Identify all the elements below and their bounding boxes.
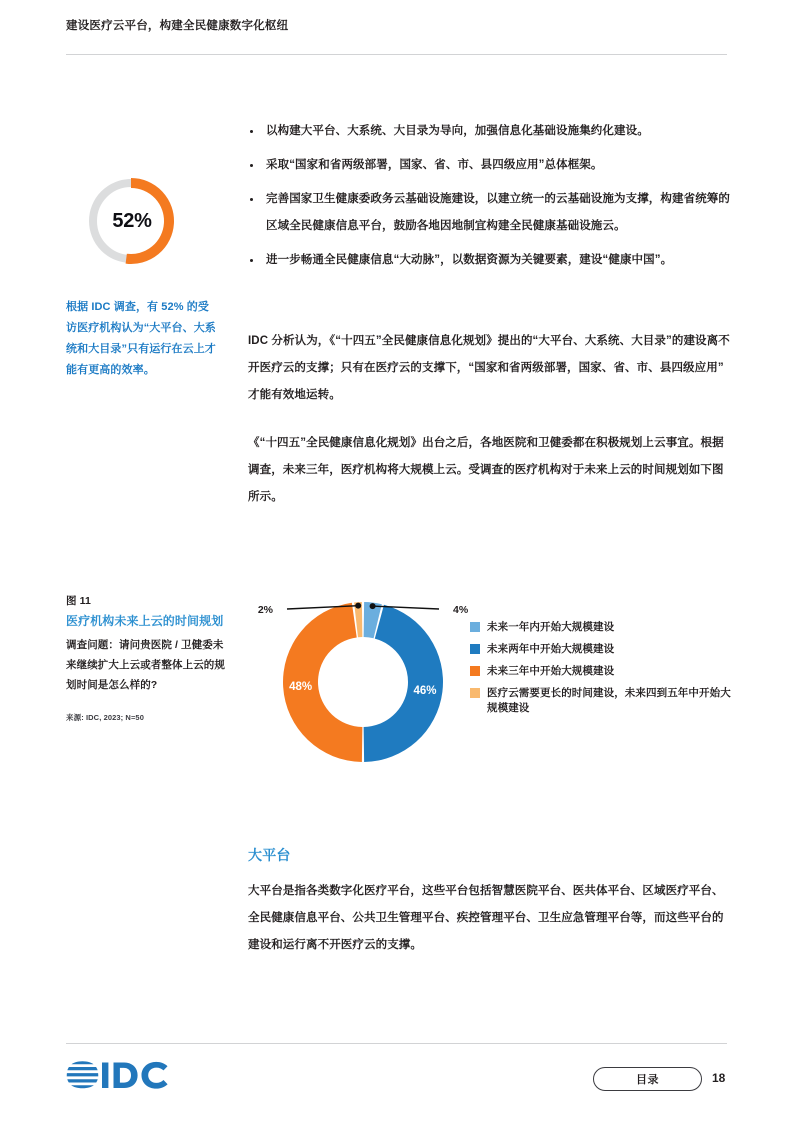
- donut-chart-svg: [248, 590, 478, 775]
- header-title: 建设医疗云平台，构建全民健康数字化枢纽: [66, 20, 289, 32]
- bullet-item: 采取“国家和省两级部署，国家、省、市、县四级应用”总体框架。: [248, 152, 730, 179]
- gauge-side-note: 根据 IDC 调查，有 52% 的受访医疗机构认为“大平台、大系统和大目录”只有运行在云上才能有更高的效率。: [66, 301, 216, 376]
- section-body-text: 大平台是指各类数字化医疗平台，这些平台包括智慧医院平台、医共体平台、区域医疗平台、全民健康信息平台、公共卫生管理平台、疾控管理平台、卫生应急管理平台等，而这些平台的建设和运行离不开医疗云的支撑。: [248, 885, 724, 951]
- legend-swatch-icon: [470, 666, 480, 676]
- legend-label: 未来三年中开始大规模建设: [487, 665, 615, 677]
- figure-caption-block: [66, 592, 226, 724]
- gauge-value-label: 52%: [112, 209, 152, 232]
- legend-item: [470, 664, 738, 679]
- page-header: [66, 18, 728, 34]
- legend-swatch-icon: [470, 688, 480, 698]
- legend-item: [470, 642, 738, 657]
- footer-divider: [66, 1043, 727, 1044]
- donut-leader-lines: [287, 603, 439, 609]
- legend-item: [470, 686, 738, 716]
- bullet-list: [248, 118, 730, 281]
- globe-icon: [67, 1061, 99, 1088]
- bullet-item: 以构建大平台、大系统、大目录为导向，加强信息化基础设施集约化建设。: [248, 118, 730, 145]
- bullet-item: 进一步畅通全民健康信息“大动脉”，以数据资源为关键要素，建设“健康中国”。: [248, 247, 730, 274]
- table-of-contents-button[interactable]: 目录: [593, 1067, 702, 1091]
- legend-swatch-icon: [470, 644, 480, 654]
- legend-item: [470, 620, 738, 635]
- legend-swatch-icon: [470, 622, 480, 632]
- section-heading: 大平台: [248, 847, 291, 863]
- idc-logo: [66, 1059, 178, 1093]
- figure-source: 来源: IDC, 2023; N=50: [66, 713, 144, 722]
- donut-slice-label: 48%: [289, 680, 313, 693]
- idc-wordmark: [102, 1062, 168, 1089]
- body-paragraph: 《“十四五”全民健康信息化规划》出台之后，各地医院和卫健委都在积极规划上云事宜。根据调查，未来三年，医疗机构将大规模上云。受调查的医疗机构对于未来上云的时间规划如下图所示。: [248, 437, 724, 503]
- gauge-chart: [86, 176, 176, 266]
- idc-logo-svg: [66, 1059, 178, 1093]
- figure-question: 调查问题：请问贵医院 / 卫健委未来继续扩大上云或者整体上云的规划时间是怎么样的?: [66, 639, 225, 691]
- bullet-item: 完善国家卫生健康委政务云基础设施建设，以建立统一的云基础设施为支撑，构建省统筹的区域全民健康信息平台，鼓励各地因地制宜构建全民健康基础设施云。: [248, 186, 730, 240]
- body-paragraph: IDC 分析认为，《“十四五”全民健康信息化规划》提出的“大平台、大系统、大目录”的建设离不开医疗云的支撑；只有在医疗云的支撑下，“国家和省两级部署，国家、省、市、县四级应用”才能有效地运转。: [248, 335, 730, 401]
- donut-slice-label: 4%: [453, 604, 469, 616]
- figure-title: 医疗机构未来上云的时间规划: [66, 614, 224, 628]
- legend-label: 未来一年内开始大规模建设: [487, 621, 615, 633]
- leader-line: [373, 606, 439, 609]
- donut-slice-label: 2%: [257, 604, 273, 616]
- figure-number: 图 11: [66, 595, 91, 607]
- chart-legend: [470, 620, 738, 723]
- legend-label: 医疗云需要更长的时间建设，未来四到五年中开始大规模建设: [487, 687, 731, 714]
- donut-slice-label: 46%: [413, 684, 437, 697]
- header-divider: [66, 54, 727, 55]
- donut-chart: [248, 590, 738, 775]
- page-number: 18: [712, 1071, 726, 1085]
- legend-label: 未来两年中开始大规模建设: [487, 643, 615, 655]
